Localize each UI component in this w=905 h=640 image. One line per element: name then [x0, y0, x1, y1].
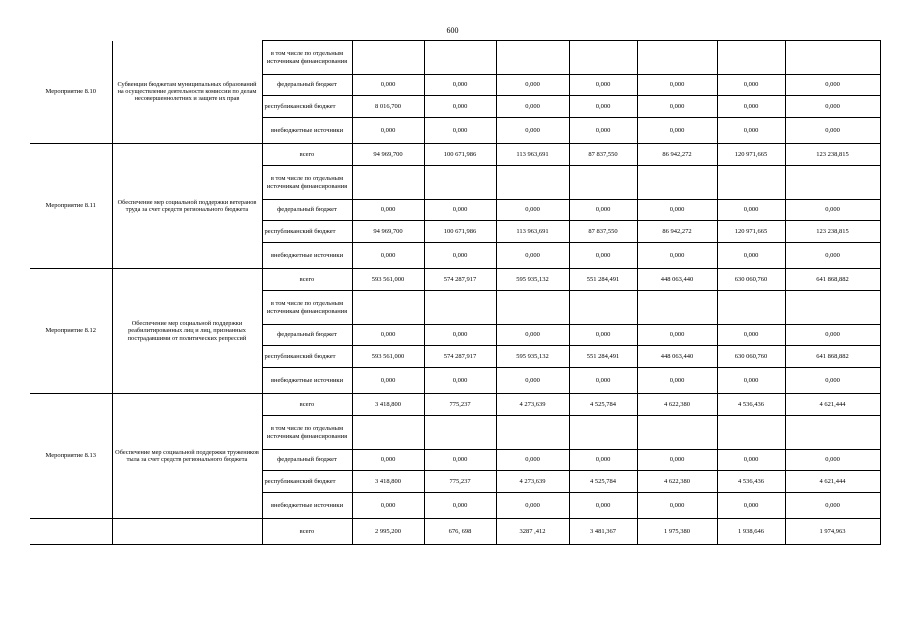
amount-cell: 0,000 [424, 450, 496, 471]
funding-source: внебюджетные источники [262, 243, 352, 269]
funding-source: в том числе по отдельным источникам финансирования [262, 291, 352, 325]
funding-source: всего [262, 269, 352, 291]
funding-source: республиканский бюджет [262, 471, 352, 493]
amount-cell: 0,000 [785, 75, 880, 96]
measure-name [30, 519, 112, 545]
funding-source: всего [262, 394, 352, 416]
amount-cell [569, 166, 637, 200]
amount-cell: 0,000 [785, 450, 880, 471]
amount-cell: 4 536,436 [717, 394, 785, 416]
amount-cell: 574 287,917 [424, 346, 496, 368]
amount-cell: 86 942,272 [637, 144, 717, 166]
amount-cell: 641 868,882 [785, 269, 880, 291]
amount-cell [637, 166, 717, 200]
amount-cell: 100 671,986 [424, 144, 496, 166]
amount-cell: 641 868,882 [785, 346, 880, 368]
amount-cell: 0,000 [424, 118, 496, 144]
amount-cell [785, 291, 880, 325]
measure-name: Мероприятие 8.13 [30, 394, 112, 519]
amount-cell: 0,000 [352, 325, 424, 346]
amount-cell: 0,000 [785, 368, 880, 394]
amount-cell: 630 060,760 [717, 269, 785, 291]
amount-cell: 0,000 [785, 118, 880, 144]
amount-cell: 3 481,367 [569, 519, 637, 545]
amount-cell [637, 291, 717, 325]
amount-cell: 0,000 [785, 325, 880, 346]
amount-cell: 4 536,436 [717, 471, 785, 493]
amount-cell: 4 621,444 [785, 394, 880, 416]
amount-cell: 113 963,691 [496, 221, 569, 243]
amount-cell: 775,237 [424, 471, 496, 493]
amount-cell: 0,000 [496, 243, 569, 269]
amount-cell: 630 060,760 [717, 346, 785, 368]
measure-name: Мероприятие 8.11 [30, 144, 112, 269]
amount-cell: 0,000 [569, 200, 637, 221]
page-number: 600 [446, 26, 459, 35]
table-row [30, 41, 880, 75]
funding-source: внебюджетные источники [262, 493, 352, 519]
amount-cell [496, 41, 569, 75]
amount-cell: 0,000 [424, 75, 496, 96]
amount-cell: 0,000 [785, 200, 880, 221]
amount-cell [496, 416, 569, 450]
amount-cell: 0,000 [637, 493, 717, 519]
amount-cell: 593 561,000 [352, 346, 424, 368]
amount-cell: 120 971,665 [717, 144, 785, 166]
funding-source: внебюджетные источники [262, 368, 352, 394]
amount-cell: 551 284,491 [569, 346, 637, 368]
amount-cell: 0,000 [496, 450, 569, 471]
amount-cell: 0,000 [424, 493, 496, 519]
amount-cell: 123 238,815 [785, 144, 880, 166]
amount-cell: 87 837,550 [569, 144, 637, 166]
table-row [30, 144, 880, 166]
amount-cell: 595 935,132 [496, 269, 569, 291]
amount-cell: 4 622,380 [637, 394, 717, 416]
amount-cell: 1 938,646 [717, 519, 785, 545]
amount-cell [637, 41, 717, 75]
measure-name: Мероприятие 8.12 [30, 269, 112, 394]
amount-cell: 0,000 [717, 75, 785, 96]
amount-cell: 0,000 [352, 75, 424, 96]
amount-cell: 0,000 [352, 118, 424, 144]
amount-cell: 0,000 [569, 243, 637, 269]
amount-cell [352, 41, 424, 75]
amount-cell: 0,000 [569, 75, 637, 96]
amount-cell: 0,000 [717, 450, 785, 471]
amount-cell: 0,000 [717, 325, 785, 346]
amount-cell: 0,000 [424, 368, 496, 394]
funding-source: федеральный бюджет [262, 450, 352, 471]
amount-cell: 0,000 [637, 75, 717, 96]
amount-cell [352, 166, 424, 200]
amount-cell: 574 287,917 [424, 269, 496, 291]
amount-cell: 551 284,491 [569, 269, 637, 291]
amount-cell: 4 621,444 [785, 471, 880, 493]
amount-cell: 448 063,440 [637, 346, 717, 368]
amount-cell: 0,000 [496, 118, 569, 144]
amount-cell: 0,000 [352, 493, 424, 519]
amount-cell: 448 063,440 [637, 269, 717, 291]
amount-cell: 0,000 [352, 243, 424, 269]
amount-cell: 0,000 [569, 118, 637, 144]
amount-cell [637, 416, 717, 450]
amount-cell: 0,000 [637, 450, 717, 471]
amount-cell: 0,000 [424, 96, 496, 118]
amount-cell: 1 974,963 [785, 519, 880, 545]
funding-source: республиканский бюджет [262, 346, 352, 368]
amount-cell: 100 671,986 [424, 221, 496, 243]
amount-cell: 0,000 [569, 450, 637, 471]
amount-cell [785, 166, 880, 200]
amount-cell: 0,000 [569, 368, 637, 394]
amount-cell: 0,000 [717, 368, 785, 394]
funding-source: внебюджетные источники [262, 118, 352, 144]
funding-source: республиканский бюджет [262, 96, 352, 118]
amount-cell [717, 166, 785, 200]
amount-cell: 4 525,784 [569, 471, 637, 493]
measure-description [112, 519, 262, 545]
amount-cell: 113 963,691 [496, 144, 569, 166]
amount-cell: 0,000 [496, 96, 569, 118]
amount-cell: 0,000 [352, 200, 424, 221]
amount-cell [785, 416, 880, 450]
amount-cell: 0,000 [496, 325, 569, 346]
amount-cell: 0,000 [569, 96, 637, 118]
amount-cell [717, 41, 785, 75]
amount-cell: 3287 ,412 [496, 519, 569, 545]
amount-cell [717, 416, 785, 450]
amount-cell: 0,000 [717, 493, 785, 519]
amount-cell: 94 969,700 [352, 221, 424, 243]
amount-cell: 593 561,000 [352, 269, 424, 291]
funding-source: всего [262, 519, 352, 545]
amount-cell: 120 971,665 [717, 221, 785, 243]
funding-source: федеральный бюджет [262, 200, 352, 221]
amount-cell: 94 969,700 [352, 144, 424, 166]
amount-cell: 123 238,815 [785, 221, 880, 243]
amount-cell: 0,000 [637, 243, 717, 269]
amount-cell: 0,000 [717, 243, 785, 269]
amount-cell [424, 291, 496, 325]
amount-cell: 0,000 [637, 96, 717, 118]
amount-cell [717, 291, 785, 325]
amount-cell: 0,000 [637, 200, 717, 221]
budget-table [30, 40, 881, 545]
amount-cell [352, 416, 424, 450]
amount-cell: 87 837,550 [569, 221, 637, 243]
amount-cell [496, 291, 569, 325]
amount-cell: 8 016,700 [352, 96, 424, 118]
amount-cell: 0,000 [637, 368, 717, 394]
measure-name: Мероприятие 8.10 [30, 41, 112, 144]
funding-source: федеральный бюджет [262, 75, 352, 96]
amount-cell [424, 166, 496, 200]
amount-cell: 0,000 [717, 96, 785, 118]
amount-cell [424, 41, 496, 75]
amount-cell: 0,000 [352, 450, 424, 471]
amount-cell [785, 41, 880, 75]
amount-cell: 0,000 [496, 200, 569, 221]
amount-cell [569, 416, 637, 450]
measure-description: Обеспечение мер социальной поддержки реабилитированных лиц и лиц, признанных пострадавшими от политических репрессий [112, 269, 262, 394]
amount-cell: 4 273,639 [496, 471, 569, 493]
measure-description: Обеспечение мер социальной поддержки тружеников тыла за счет средств регионального бюджета [112, 394, 262, 519]
amount-cell: 0,000 [717, 118, 785, 144]
amount-cell: 595 935,132 [496, 346, 569, 368]
amount-cell: 0,000 [785, 493, 880, 519]
amount-cell: 0,000 [637, 118, 717, 144]
amount-cell [569, 291, 637, 325]
amount-cell [496, 166, 569, 200]
amount-cell [424, 416, 496, 450]
funding-source: федеральный бюджет [262, 325, 352, 346]
amount-cell: 4 622,380 [637, 471, 717, 493]
measure-description: Обеспечение мер социальной поддержки ветеранов труда за счет средств регионального бюджета [112, 144, 262, 269]
amount-cell: 0,000 [785, 243, 880, 269]
amount-cell: 775,237 [424, 394, 496, 416]
amount-cell: 86 942,272 [637, 221, 717, 243]
amount-cell: 2 995,200 [352, 519, 424, 545]
amount-cell [352, 291, 424, 325]
amount-cell: 0,000 [637, 325, 717, 346]
amount-cell: 0,000 [424, 200, 496, 221]
table-row [30, 394, 880, 416]
amount-cell: 0,000 [569, 493, 637, 519]
funding-source: в том числе по отдельным источникам финансирования [262, 416, 352, 450]
amount-cell: 676, 698 [424, 519, 496, 545]
funding-source: всего [262, 144, 352, 166]
amount-cell: 3 418,800 [352, 471, 424, 493]
amount-cell: 0,000 [496, 368, 569, 394]
amount-cell: 0,000 [496, 75, 569, 96]
amount-cell: 3 418,800 [352, 394, 424, 416]
amount-cell [569, 41, 637, 75]
table-row [30, 269, 880, 291]
amount-cell: 1 975,380 [637, 519, 717, 545]
measure-description: Субвенции бюджетам муниципальных образований на осуществление деятельности комиссии по делам несовершеннолетних и защите их прав [112, 41, 262, 144]
funding-source: республиканский бюджет [262, 221, 352, 243]
amount-cell: 0,000 [352, 368, 424, 394]
amount-cell: 0,000 [569, 325, 637, 346]
amount-cell: 0,000 [785, 96, 880, 118]
amount-cell: 0,000 [424, 325, 496, 346]
table-row [30, 519, 880, 545]
amount-cell: 0,000 [496, 493, 569, 519]
funding-source: в том числе по отдельным источникам финансирования [262, 166, 352, 200]
amount-cell: 0,000 [717, 200, 785, 221]
amount-cell: 4 273,639 [496, 394, 569, 416]
funding-source: в том числе по отдельным источникам финансирования [262, 41, 352, 75]
amount-cell: 0,000 [424, 243, 496, 269]
amount-cell: 4 525,784 [569, 394, 637, 416]
